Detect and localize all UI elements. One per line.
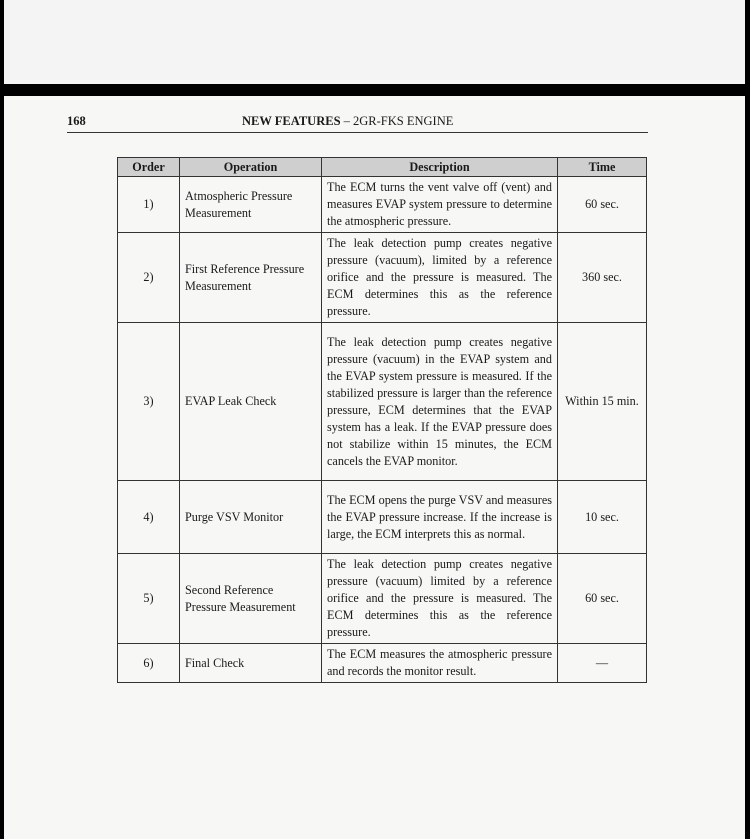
page-header [67,112,648,133]
time-cell: 60 sec. [558,177,647,233]
page-number: 168 [67,114,86,128]
monitor-procedure-table [117,157,647,683]
time-cell: — [558,644,647,683]
description-cell: The ECM measures the atmospheric pressure and records the monitor result. [322,644,558,683]
time-cell: 10 sec. [558,481,647,554]
table-row [118,644,647,683]
description-cell: The ECM opens the purge VSV and measures the EVAP pressure increase. If the increase is large, the ECM interprets this as normal. [322,481,558,554]
operation-cell: Purge VSV Monitor [180,481,322,554]
operation-cell: Second Reference Pressure Measurement [180,554,322,644]
column-header-order: Order [118,158,180,177]
table-row [118,177,647,233]
operation-cell: EVAP Leak Check [180,323,322,481]
description-cell: The ECM turns the vent valve off (vent) and measures EVAP system pressure to determine the atmospheric pressure. [322,177,558,233]
previous-page-edge [4,0,745,84]
time-cell: Within 15 min. [558,323,647,481]
column-header-description: Description [322,158,558,177]
time-cell: 360 sec. [558,233,647,323]
table-header-row [118,158,647,177]
table-row [118,233,647,323]
order-cell: 1) [118,177,180,233]
table-row [118,481,647,554]
order-cell: 5) [118,554,180,644]
order-cell: 2) [118,233,180,323]
order-cell: 4) [118,481,180,554]
time-cell: 60 sec. [558,554,647,644]
header-title-rest: – 2GR-FKS ENGINE [340,114,454,128]
order-cell: 3) [118,323,180,481]
header-title-bold: NEW FEATURES [242,114,341,128]
table-row [118,554,647,644]
operation-cell: Final Check [180,644,322,683]
order-cell: 6) [118,644,180,683]
description-cell: The leak detection pump creates negative pressure (vacuum) in the EVAP system and the EVAP system pressure is measured. If the stabilized pressure is larger than the reference pressure, ECM determines that the EVAP system has a leak. If the EVAP pressure does not stabilize within 15 minutes, the ECM cancels the EVAP monitor. [322,323,558,481]
table-row [118,323,647,481]
description-cell: The leak detection pump creates negative pressure (vacuum) limited by a reference orifice and the pressure is measured. The ECM determines this as the reference pressure. [322,554,558,644]
operation-cell: Atmospheric Pressure Measurement [180,177,322,233]
operation-cell: First Reference Pressure Measurement [180,233,322,323]
column-header-time: Time [558,158,647,177]
header-title [242,114,453,129]
document-page [4,96,745,839]
column-header-operation: Operation [180,158,322,177]
description-cell: The leak detection pump creates negative pressure (vacuum), limited by a reference orifice and the pressure is measured. The ECM determines this as the reference pressure. [322,233,558,323]
